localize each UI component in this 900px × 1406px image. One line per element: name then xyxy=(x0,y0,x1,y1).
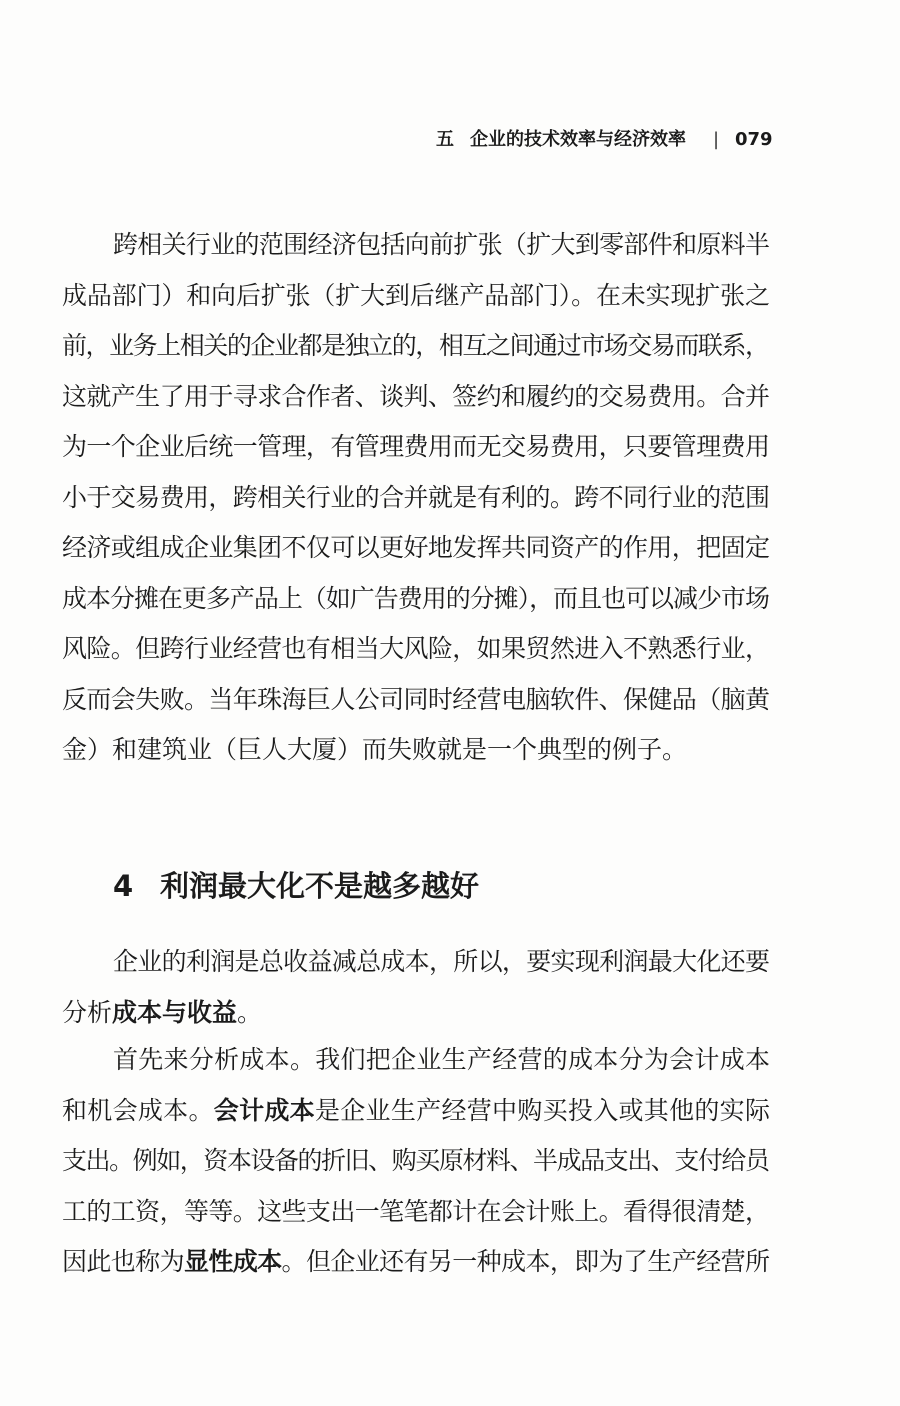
page-number: 079 xyxy=(735,129,773,150)
body-line-text: 跨相关行业的范围经济包括向前扩张（扩大到零部件和原料半 xyxy=(113,230,770,259)
text-segment: 是企业生产经营中购买投入或其他的实际 xyxy=(314,1095,771,1125)
body-line xyxy=(62,624,770,675)
body-line xyxy=(62,1086,770,1137)
text-segment: 因此也称为 xyxy=(62,1247,184,1276)
body-line xyxy=(62,1035,770,1086)
bold-term: 成本与收益 xyxy=(112,997,238,1027)
text-segment: 分析 xyxy=(62,997,113,1027)
body-line-text: 为一个企业后统一管理，有管理费用而无交易费用，只要管理费用 xyxy=(62,432,770,461)
body-line xyxy=(62,473,770,524)
text-segment: 。 xyxy=(237,997,263,1027)
body-line-text: 支出。例如，资本设备的折旧、购买原材料、半成品支出、支付给员 xyxy=(62,1146,769,1175)
body-line-text: 这就产生了用于寻求合作者、谈判、签约和履约的交易费用。合并 xyxy=(62,381,770,411)
paragraph-3 xyxy=(62,1035,770,1288)
body-line-text xyxy=(62,998,262,1027)
body-line-text xyxy=(62,1096,770,1125)
bold-term: 会计成本 xyxy=(213,1095,315,1125)
body-line-text: 前，业务上相关的企业都是独立的，相互之间通过市场交易而联系， xyxy=(62,331,769,360)
body-line xyxy=(62,372,770,423)
body-line xyxy=(62,220,770,271)
text-segment: 。但企业还有另一种成本，即为了生产经营所 xyxy=(281,1247,770,1276)
body-line-text: 工的工资，等等。这些支出一笔笔都计在会计账上。看得很清楚， xyxy=(62,1196,770,1226)
body-line xyxy=(62,523,770,574)
header-chapter-title: 企业的技术效率与经济效率 xyxy=(470,129,686,150)
body-line xyxy=(62,271,770,322)
body-line-text xyxy=(62,1247,769,1276)
body-line-text: 金）和建筑业（巨人大厦）而失败就是一个典型的例子。 xyxy=(62,735,688,764)
header-chapter-number: 五 xyxy=(436,129,454,150)
body-line xyxy=(62,675,770,726)
body-line xyxy=(62,422,770,473)
body-line xyxy=(62,725,770,776)
body-line xyxy=(62,321,770,372)
section-title: 利润最大化不是越多越好 xyxy=(160,869,480,903)
section-number: 4 xyxy=(113,869,134,903)
text-segment: 和机会成本。 xyxy=(62,1095,214,1125)
bold-term: 显性成本 xyxy=(183,1247,282,1276)
body-line-text: 经济或组成企业集团不仅可以更好地发挥共同资产的作用，把固定 xyxy=(62,533,770,562)
section-heading xyxy=(62,866,770,906)
body-line-text: 企业的利润是总收益减总成本，所以，要实现利润最大化还要 xyxy=(113,947,770,976)
body-line xyxy=(62,1187,770,1238)
paragraph-1 xyxy=(62,220,770,776)
body-line-text: 成品部门）和向后扩张（扩大到后继产品部门）。在未实现扩张之 xyxy=(62,280,770,310)
body-line-text: 风险。但跨行业经营也有相当大风险，如果贸然进入不熟悉行业， xyxy=(62,634,770,663)
body-line xyxy=(62,988,770,1039)
body-line-text: 小于交易费用，跨相关行业的合并就是有利的。跨不同行业的范围 xyxy=(62,482,770,512)
body-line xyxy=(62,1237,770,1288)
body-line xyxy=(62,937,770,988)
body-line xyxy=(62,1136,770,1187)
header-separator: | xyxy=(713,129,720,150)
body-line-text: 反而会失败。当年珠海巨人公司同时经营电脑软件、保健品（脑黄 xyxy=(62,684,770,714)
body-line-text: 成本分摊在更多产品上（如广告费用的分摊），而且也可以减少市场 xyxy=(62,583,769,613)
body-line-text: 首先来分析成本。我们把企业生产经营的成本分为会计成本 xyxy=(113,1045,771,1074)
paragraph-2 xyxy=(62,937,770,1038)
body-line xyxy=(62,574,770,625)
